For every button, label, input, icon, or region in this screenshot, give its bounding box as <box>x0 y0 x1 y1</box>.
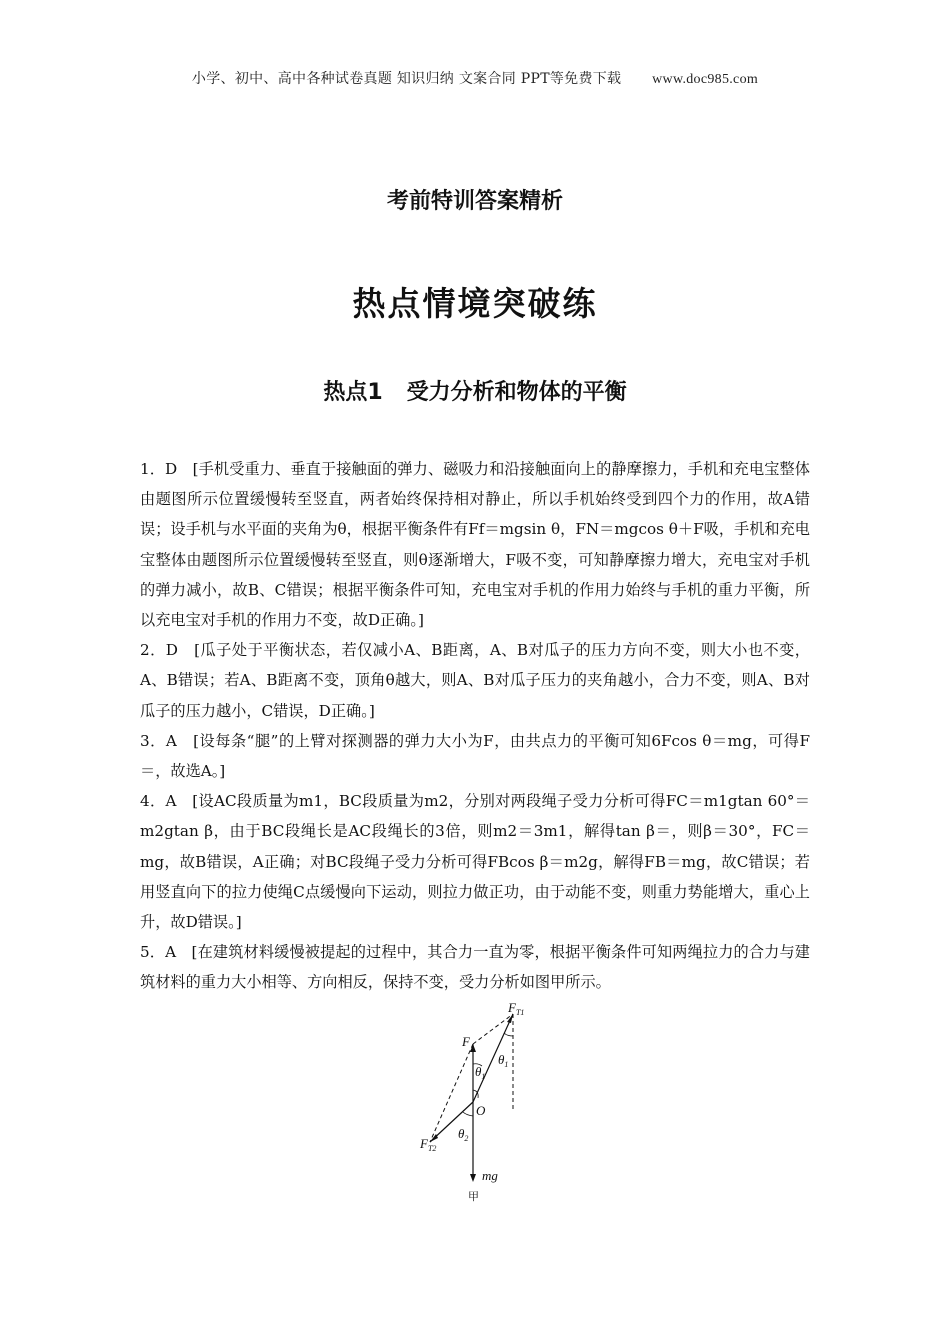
label-theta1-right: $\theta_1$ <box>498 1052 509 1069</box>
header-url[interactable]: www.doc985.com <box>652 72 759 87</box>
answer-1: 1．D [手机受重力、垂直于接触面的弹力、磁吸力和沿接触面向上的静摩擦力，手机和充电宝整体由题图所示位置缓慢转至竖直，两者始终保持相对静止，所以手机始终受到四个力的作用，故A错误；设手机与水平面的夹角为θ，根据平衡条件有Ff＝mgsin θ，FN＝mgcos θ＋F吸，手机和充电宝整体由题图所示位置缓慢转至竖直，则θ逐渐增大，F吸不变，可知静摩擦力增大，充电宝对手机的弹力减小，故B、C错误；根据平衡条件可知，充电宝对手机的作用力始终与手机的重力平衡，所以充电宝对手机的作用力不变，故D正确。] <box>140 460 810 630</box>
section-title: 热点情境突破练 <box>352 284 598 323</box>
answer-5: 5．A [在建筑材料缓慢被提起的过程中，其合力一直为零，根据平衡条件可知两绳拉力的合力与建筑材料的重力大小相等、方向相反，保持不变，受力分析如图甲所示。 <box>140 943 810 992</box>
arrowhead-F <box>470 1044 476 1052</box>
header-site-description: 小学、初中、高中各种试卷真题 知识归纳 文案合同 PPT等免费下载 <box>191 71 622 87</box>
label-O: O <box>476 1103 486 1118</box>
dashed-side-left <box>430 1044 473 1142</box>
label-theta1-left: $\theta_1$ <box>475 1064 486 1081</box>
topic-number: 热点1 <box>323 380 383 405</box>
topic-name: 受力分析和物体的平衡 <box>406 380 627 405</box>
label-theta2: $\theta_2$ <box>458 1126 469 1143</box>
force-diagram-svg <box>400 1002 560 1207</box>
label-mg: mg <box>482 1168 498 1183</box>
answer-4: 4．A [设AC段质量为m1，BC段质量为m2，分别对两段绳子受力分析可得FC＝m1gtan 60°＝m2gtan β，由于BC段绳长是AC段绳长的3倍，则m2＝3m1，解得tan β＝，则β＝30°，FC＝mg，故B错误，A正确；对BC段绳子受力分析可得FBcos β＝m2g，解得FB＝mg，故C错误；若用竖直向下的拉力使绳C点缓慢向下运动，则拉力做正功，由于动能不变，则重力势能增大，重心上升，故D错误。] <box>140 792 810 932</box>
arrowhead-FT1 <box>507 1014 513 1023</box>
page-header <box>0 68 950 88</box>
vector-FT1 <box>473 1014 513 1102</box>
label-F: F <box>462 1034 470 1049</box>
answer-list <box>140 454 810 998</box>
figure-caption: 甲 <box>468 1190 479 1203</box>
dashed-side-top <box>473 1014 513 1044</box>
topic-title <box>0 375 950 406</box>
answer-3: 3．A [设每条“腿”的上臂对探测器的弹力大小为F，由共点力的平衡可知6Fcos θ＝mg，可得F＝，故选A。] <box>140 731 810 781</box>
label-FT2: $F_{T2}$ <box>420 1136 437 1153</box>
arc-theta1-right <box>504 1033 513 1036</box>
label-FT1: $F_{T1}$ <box>508 1002 525 1017</box>
answer-2: 2．D [瓜子处于平衡状态，若仅减小A、B距离，A、B对瓜子的压力方向不变，则大小也不变，A、B错误；若A、B距离不变，顶角θ越大，则A、B对瓜子压力的夹角越小，合力不变，则A、B对瓜子的压力越小，C错误，D正确。] <box>140 641 810 720</box>
arrowhead-mg <box>470 1174 476 1182</box>
force-diagram <box>400 1002 560 1207</box>
arc-theta2 <box>463 1112 473 1116</box>
main-title: 考前特训答案精析 <box>386 189 563 214</box>
